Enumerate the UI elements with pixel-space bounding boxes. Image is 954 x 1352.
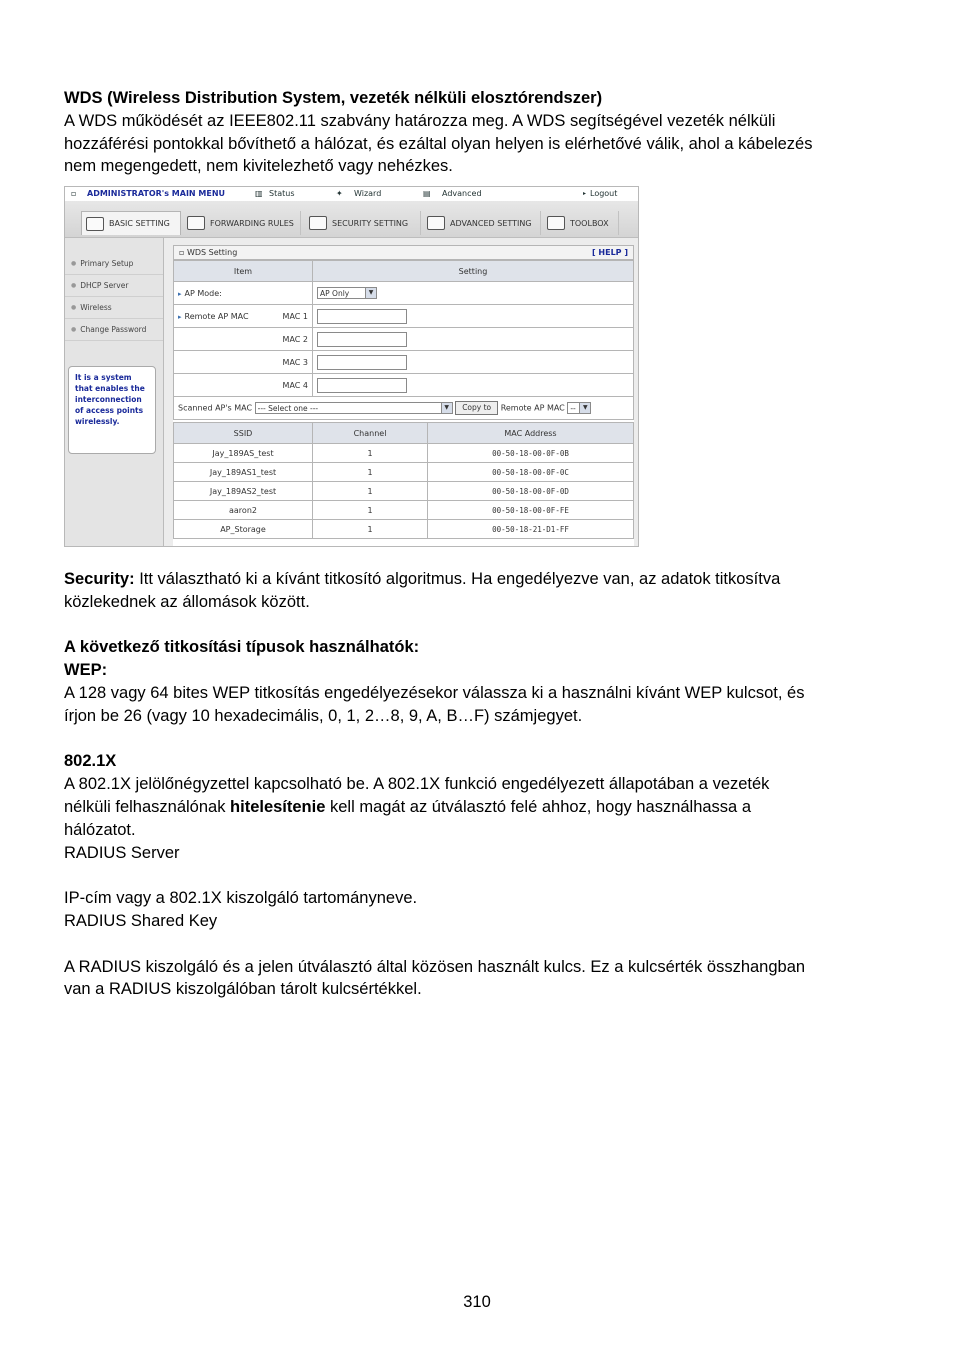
channel-cell: 1: [313, 482, 428, 501]
mac-input-cell: [313, 374, 634, 397]
sidebar-item-dhcp-server[interactable]: [65, 275, 163, 297]
sidebar-item-label: Primary Setup: [80, 259, 134, 268]
mac-input-cell: [313, 305, 634, 328]
wds-text-line: nem megengedett, nem kivitelezhető vagy nehézkes.: [64, 157, 453, 176]
tab-security-setting[interactable]: [305, 211, 421, 235]
status-icon: ▥: [255, 189, 263, 198]
wep-label: WEP:: [64, 661, 108, 680]
channel-cell: 1: [313, 463, 428, 482]
channel-cell: 1: [313, 444, 428, 463]
panel-title: [179, 248, 237, 257]
advanced-setting-icon: [427, 216, 445, 230]
logout-arrow-icon: ▸: [583, 190, 587, 197]
mac-row: [174, 328, 634, 351]
sidebar-item-wireless[interactable]: [65, 297, 163, 319]
mac-cell: 00-50-18-00-0F-0C: [428, 463, 634, 482]
ap-mode-value: AP Only: [320, 289, 350, 298]
scanned-ap-table: [173, 422, 634, 539]
remote-mac-label: Remote AP MAC: [184, 311, 249, 321]
tab-basic-setting[interactable]: [81, 211, 181, 235]
ap-mode-row: [174, 282, 634, 305]
column-header: Channel: [313, 423, 428, 444]
status-link[interactable]: Status: [269, 189, 295, 198]
scanned-label: Scanned AP's MAC: [178, 403, 253, 413]
channel-cell: 1: [313, 520, 428, 539]
forwarding-rules-icon: [187, 216, 205, 230]
remote-ap-value: --: [570, 404, 576, 413]
dot1x-label: 802.1X: [64, 752, 117, 771]
page-number: 310: [463, 1293, 491, 1311]
scanned-row: [174, 397, 634, 420]
bullet-icon: ●: [71, 326, 77, 333]
radius-key-label: RADIUS Shared Key: [64, 911, 218, 930]
tab-label: ADVANCED SETTING: [450, 218, 532, 228]
mac-cell: 00-50-18-00-0F-FE: [428, 501, 634, 520]
security-section: [64, 568, 894, 1001]
column-header: Setting: [313, 261, 634, 282]
encryption-heading: A következő titkosítási típusok használhatók:: [64, 638, 420, 657]
security-setting-icon: [309, 216, 327, 230]
table-row[interactable]: [174, 520, 634, 539]
ap-mode-label-cell: [174, 282, 313, 305]
dot1x-bold-word: hitelesítenie: [230, 797, 326, 816]
mac-input-cell: [313, 328, 634, 351]
router-ui-screenshot: [64, 186, 639, 547]
remote-mac-label-cell: [174, 305, 313, 328]
dot1x-text-line: hálózatot.: [64, 820, 136, 839]
table-row[interactable]: [174, 501, 634, 520]
bullet-icon: ●: [71, 260, 77, 267]
router-tabbar: [65, 201, 639, 238]
wds-section: [64, 87, 894, 178]
advanced-link[interactable]: Advanced: [442, 189, 482, 198]
copy-to-button[interactable]: Copy to: [455, 401, 498, 415]
table-header-row: [174, 423, 634, 444]
chevron-down-icon: ▼: [365, 288, 376, 298]
security-label: Security:: [64, 570, 135, 588]
column-header: SSID: [174, 423, 313, 444]
mac-row: [174, 374, 634, 397]
tab-label: BASIC SETTING: [109, 219, 170, 228]
security-text-line: közlekednek az állomások között.: [64, 592, 310, 611]
ssid-cell: Jay_189AS2_test: [174, 482, 313, 501]
advanced-icon: ▤: [423, 189, 431, 198]
dot1x-text: kell magát az útválasztó felé ahhoz, hogy használhassa a: [325, 797, 751, 816]
ssid-cell: Jay_189AS_test: [174, 444, 313, 463]
wep-text-line: A 128 vagy 64 bites WEP titkosítás engedélyezésekor válassza ki a használni kívánt WEP kulcsot, és: [64, 683, 805, 702]
radius-server-desc: IP-cím vagy a 802.1X kiszolgáló tartományneve.: [64, 889, 418, 908]
ap-mode-select[interactable]: [317, 287, 377, 299]
wds-text-line: A WDS működését az IEEE802.11 szabvány határozza meg. A WDS segítségével vezeték nélküli: [64, 111, 776, 130]
tab-label: SECURITY SETTING: [332, 218, 409, 228]
scanned-mac-select[interactable]: [255, 402, 453, 414]
tab-label: FORWARDING RULES: [210, 218, 294, 228]
sidebar-item-label: Wireless: [80, 303, 112, 312]
router-topbar: [65, 187, 639, 202]
tab-advanced-setting[interactable]: [423, 211, 541, 235]
sidebar-item-change-password[interactable]: [65, 319, 163, 341]
wds-settings-table: [173, 260, 634, 420]
chevron-down-icon: ▼: [579, 403, 590, 413]
ap-mode-cell: [313, 282, 634, 305]
mac-cell: 00-50-18-00-0F-0B: [428, 444, 634, 463]
tab-toolbox[interactable]: [543, 211, 619, 235]
bullet-icon: ●: [71, 304, 77, 311]
mac-row: [174, 351, 634, 374]
router-sidebar: [65, 238, 164, 547]
help-link[interactable]: [ HELP ]: [591, 248, 628, 257]
table-row[interactable]: [174, 444, 634, 463]
scanned-mac-value: --- Select one ---: [257, 404, 319, 413]
ssid-cell: AP_Storage: [174, 520, 313, 539]
mac3-label: MAC 3: [174, 351, 313, 374]
help-info-box: It is a system that enables the interconnection of access points wirelessly.: [68, 366, 156, 454]
sidebar-item-label: Change Password: [80, 325, 147, 334]
mac1-input[interactable]: [317, 309, 407, 324]
wds-text-line: hozzáférési pontokkal bővíthető a hálózat, és ezáltal olyan helyen is elérhetővé válik, ahol a kábelezés: [64, 134, 813, 153]
table-row[interactable]: [174, 482, 634, 501]
ap-mode-label: AP Mode:: [184, 288, 222, 298]
main-menu-link[interactable]: ADMINISTRATOR's MAIN MENU: [87, 189, 226, 198]
column-header: MAC Address: [428, 423, 634, 444]
radius-key-text-line: A RADIUS kiszolgáló és a jelen útválasztó által közösen használt kulcs. Ez a kulcsérték összhangban: [64, 957, 806, 976]
wep-text-line: írjon be 26 (vagy 10 hexadecimális, 0, 1, 2…8, 9, A, B…F) számjegyet.: [64, 706, 583, 725]
mac-input-cell: [313, 351, 634, 374]
ssid-cell: Jay_189AS1_test: [174, 463, 313, 482]
radius-key-text-line: van a RADIUS kiszolgálóban tárolt kulcsértékkel.: [64, 980, 422, 999]
bullet-icon: ●: [71, 282, 77, 289]
dot1x-text: nélküli felhasználónak: [64, 797, 231, 816]
dot1x-text-line: [64, 796, 894, 819]
arrow-icon: ▸: [178, 312, 182, 321]
basic-setting-icon: [86, 217, 104, 231]
wizard-link[interactable]: Wizard: [354, 189, 382, 198]
table-row[interactable]: [174, 463, 634, 482]
tab-forwarding-rules[interactable]: [183, 211, 301, 235]
tab-label: TOOLBOX: [570, 218, 609, 228]
logout-link[interactable]: Logout: [590, 189, 618, 198]
security-text: Itt választható ki a kívánt titkosító algoritmus. Ha engedélyezve van, az adatok titkosítva: [134, 570, 781, 588]
remote-ap-mac-label: Remote AP MAC: [500, 403, 565, 413]
panel-header: [173, 245, 634, 260]
column-header: Item: [174, 261, 313, 282]
scanned-cell: [174, 397, 634, 420]
mac2-label: MAC 2: [174, 328, 313, 351]
mac4-input[interactable]: [317, 378, 407, 393]
panel-title-text: WDS Setting: [186, 248, 238, 257]
wds-setting-panel: [173, 245, 634, 547]
panel-title-icon: ▫: [179, 248, 187, 257]
channel-cell: 1: [313, 501, 428, 520]
ssid-cell: aaron2: [174, 501, 313, 520]
wds-heading: WDS (Wireless Distribution System, vezeték nélküli elosztórendszer): [64, 89, 603, 107]
mac-cell: 00-50-18-21-D1-FF: [428, 520, 634, 539]
mac1-label: MAC 1: [282, 311, 308, 321]
wizard-icon: ✦: [336, 189, 343, 198]
remote-ap-select[interactable]: [567, 402, 591, 414]
toolbox-icon: [547, 216, 565, 230]
chevron-down-icon: ▼: [441, 403, 452, 413]
mac4-label: MAC 4: [174, 374, 313, 397]
radius-server-label: RADIUS Server: [64, 843, 180, 862]
security-paragraph: [64, 568, 894, 591]
dot1x-text-line: A 802.1X jelölőnégyzettel kapcsolható be. A 802.1X funkció engedélyezett állapotában a vezeték: [64, 775, 770, 794]
table-header-row: [174, 261, 634, 282]
arrow-icon: ▸: [178, 289, 182, 298]
mac-cell: 00-50-18-00-0F-0D: [428, 482, 634, 501]
sidebar-item-primary-setup[interactable]: [65, 253, 163, 275]
menu-icon: ▫: [71, 189, 77, 198]
mac3-input[interactable]: [317, 355, 407, 370]
mac-row: [174, 305, 634, 328]
sidebar-item-label: DHCP Server: [80, 281, 129, 290]
mac2-input[interactable]: [317, 332, 407, 347]
